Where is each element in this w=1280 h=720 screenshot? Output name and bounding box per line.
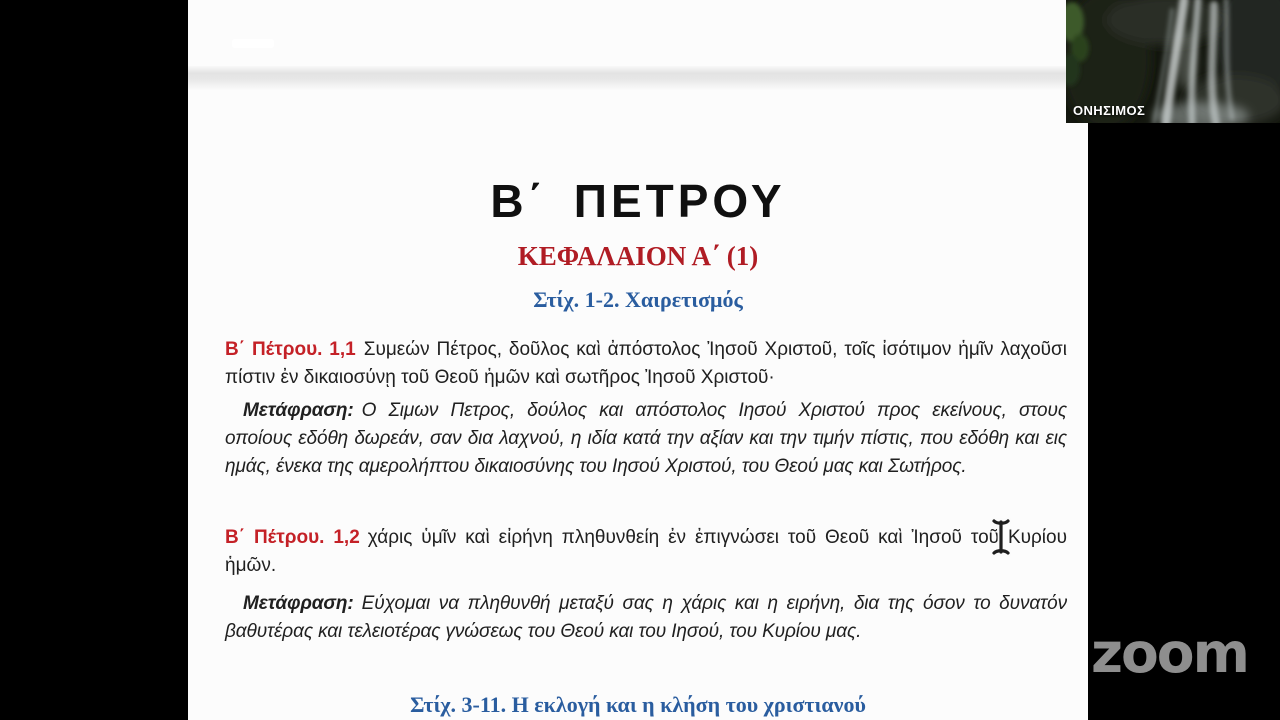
translation-label: Μετάφραση: xyxy=(243,400,354,421)
translation-paragraph xyxy=(225,590,1067,646)
verse-text: χάρις ὑμῖν καὶ εἰρήνη πληθυνθείη ἐν ἐπιγνώσει τοῦ Θεοῦ καὶ Ἰησοῦ τοῦ Κυρίου ἡμῶν. xyxy=(225,527,1067,576)
translation-paragraph xyxy=(225,397,1067,481)
page-top-shadow xyxy=(188,66,1088,90)
participant-video-tile[interactable] xyxy=(1066,0,1280,123)
section-heading: Στίχ. 1-2. Χαιρετισμός xyxy=(533,287,743,312)
shared-document-page xyxy=(188,0,1088,720)
translation-label: Μετάφραση: xyxy=(243,593,354,614)
chapter-heading: ΚΕΦΑΛΑΙΟΝ Α΄ (1) xyxy=(517,241,759,271)
zoom-logo: zoom xyxy=(1091,621,1248,685)
verse-paragraph xyxy=(225,524,1067,580)
document-title: Β΄ ΠΕΤΡΟΥ xyxy=(490,175,786,227)
participant-name-label: ΟΝΗΣΙΜΟΣ xyxy=(1073,103,1146,118)
translation-text: Ο Σιμων Πετρος, δούλος και απόστολος Ιησού Χριστού προς εκείνους, στους οποίους εδόθη δωρεάν, σαν δια λαχνού, η ιδία κατά την αξίαν και την τιμήν πίστις, που εδόθη και εις ημάς, ένεκα της αμερολήπτου δικαιοσύνης του Ιησού Χριστού, του Θεού μας και Σωτήρος. xyxy=(225,400,1067,477)
text-cursor-icon xyxy=(988,515,1014,559)
next-section-heading: Στίχ. 3-11. Η εκλογή και η κλήση του χριστιανού xyxy=(410,692,866,717)
verse-reference: Β΄ Πέτρου. 1,1 xyxy=(225,339,356,360)
toolbar-highlight xyxy=(232,39,274,48)
verse-text: Συμεών Πέτρος, δοῦλος καὶ ἀπόστολος Ἰησοῦ Χριστοῦ, τοῖς ἰσότιμον ἡμῖν λαχοῦσι πίστιν ἐν δικαιοσύνῃ τοῦ Θεοῦ ἡμῶν καὶ σωτῆρος Ἰησοῦ Χριστοῦ· xyxy=(225,339,1067,388)
verse-reference: Β΄ Πέτρου. 1,2 xyxy=(225,527,360,548)
translation-text: Εύχομαι να πληθυνθή μεταξύ σας η χάρις και η ειρήνη, δια της όσον το δυνατόν βαθυτέρας και τελειοτέρας γνώσεως του Θεού και του Ιησού, του Κυρίου μας. xyxy=(225,593,1067,642)
verse-paragraph xyxy=(225,336,1067,392)
